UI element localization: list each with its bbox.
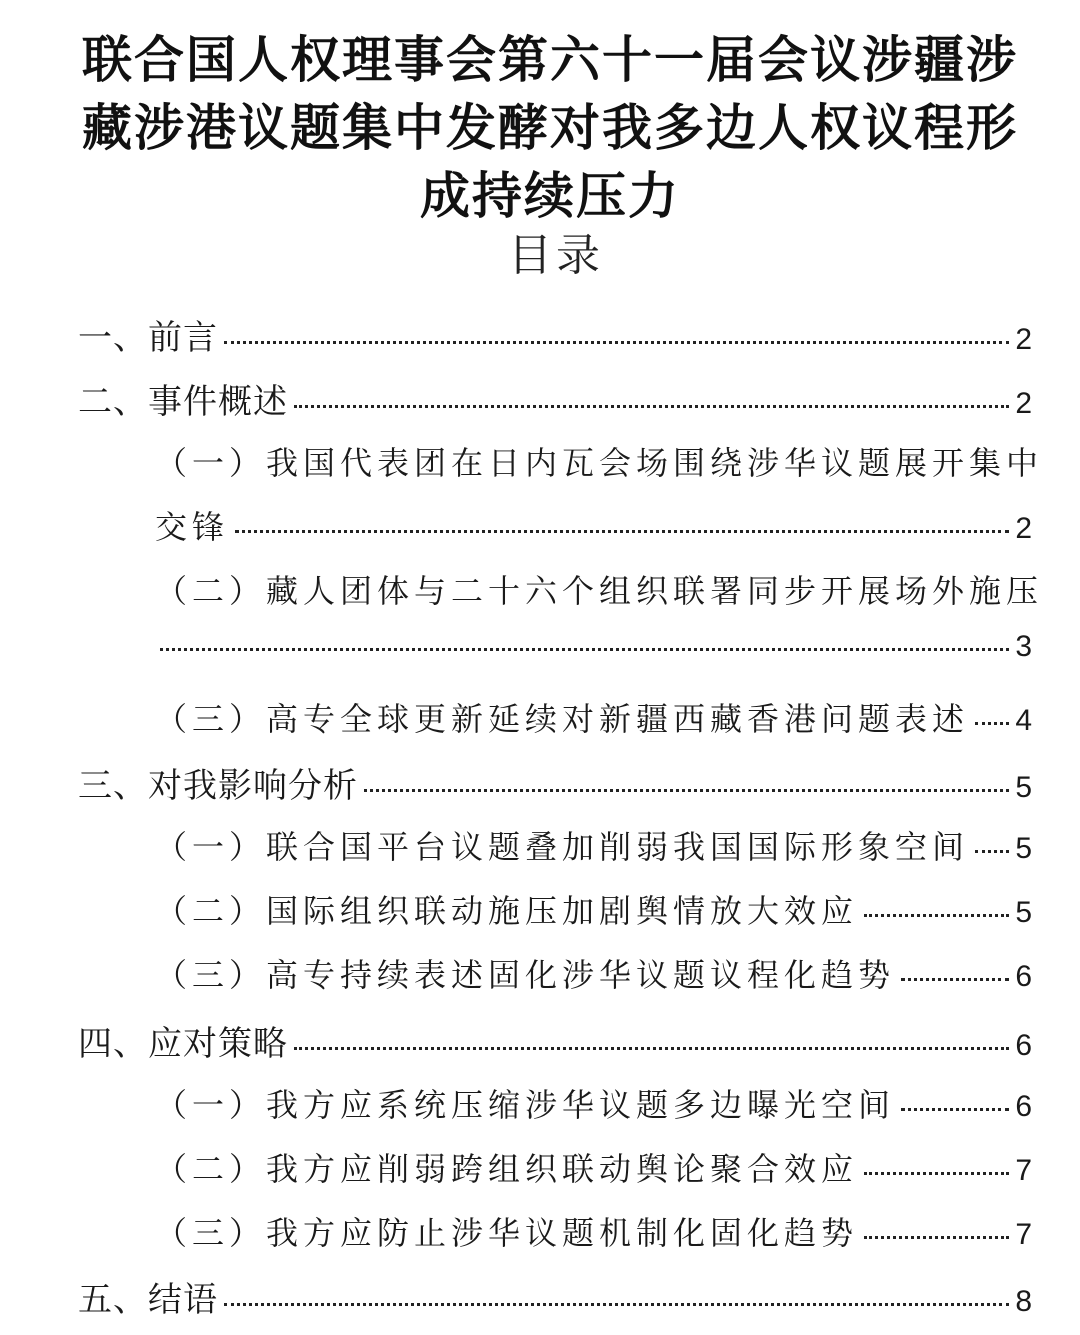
toc-entry-2-2-line-1[interactable] [155, 566, 1044, 612]
document-title [60, 26, 1040, 230]
toc-entry-2-2-line-2[interactable] [160, 630, 1032, 664]
toc-page-number: 2 [1015, 323, 1032, 356]
dot-leader [294, 405, 1009, 408]
title-line-2: 藏涉港议题集中发酵对我多边人权议程形 [82, 99, 1018, 157]
toc-entry-3-2[interactable] [155, 886, 1032, 932]
toc-entry-4-3[interactable] [155, 1208, 1032, 1254]
toc-entry-label: 一、前言 [78, 318, 218, 358]
toc-entry-label: 二、事件概述 [78, 382, 288, 422]
dot-leader [160, 648, 1009, 651]
dot-leader [224, 341, 1009, 344]
toc-page-number: 5 [1015, 771, 1032, 804]
dot-leader [901, 978, 1009, 981]
dot-leader [235, 530, 1009, 533]
toc-page-number: 6 [1015, 1090, 1032, 1123]
toc-entry-impact-analysis[interactable] [78, 758, 1032, 807]
toc-entry-label: （一）我方应系统压缩涉华议题多边曝光空间 [155, 1086, 896, 1124]
toc-entry-event-overview[interactable] [78, 374, 1032, 423]
toc-entry-label: （三）我方应防止涉华议题机制化固化趋势 [155, 1214, 859, 1252]
dot-leader [975, 850, 1009, 853]
dot-leader [364, 789, 1009, 792]
toc-entry-countermeasures[interactable] [78, 1016, 1032, 1065]
toc-entry-label: 三、对我影响分析 [78, 766, 358, 806]
toc-page-number: 2 [1015, 512, 1032, 545]
toc-entry-3-1[interactable] [155, 822, 1032, 868]
toc-page-number: 2 [1015, 387, 1032, 420]
dot-leader [975, 722, 1009, 725]
toc-page-number: 4 [1015, 704, 1032, 737]
title-line-1: 联合国人权理事会第六十一届会议涉疆涉 [82, 31, 1018, 89]
toc-entry-label: （一）我国代表团在日内瓦会场围绕涉华议题展开集中 [155, 444, 1044, 482]
toc-entry-label: （二）我方应削弱跨组织联动舆论聚合效应 [155, 1150, 859, 1188]
toc-entry-3-3[interactable] [155, 950, 1032, 996]
toc-page-number: 5 [1015, 832, 1032, 865]
toc-entry-label: （一）联合国平台议题叠加削弱我国国际形象空间 [155, 828, 970, 866]
toc-page-number: 6 [1015, 1029, 1032, 1062]
toc-entry-4-2[interactable] [155, 1144, 1032, 1190]
toc-entry-4-1[interactable] [155, 1080, 1032, 1126]
toc-page-number: 3 [1015, 630, 1032, 663]
toc-entry-2-3[interactable] [155, 694, 1032, 740]
dot-leader [224, 1303, 1009, 1306]
title-line-3: 成持续压力 [420, 167, 680, 225]
dot-leader [864, 1236, 1009, 1239]
toc-entry-label: （二）国际组织联动施压加剧舆情放大效应 [155, 892, 859, 930]
toc-entry-label: （二）藏人团体与二十六个组织联署同步开展场外施压 [155, 572, 1044, 610]
dot-leader [864, 914, 1009, 917]
toc-page-number: 5 [1015, 896, 1032, 929]
toc-heading: 目录 [508, 230, 604, 281]
toc-entry-label: 四、应对策略 [78, 1024, 288, 1064]
toc-page-number: 7 [1015, 1218, 1032, 1251]
toc-page-number: 6 [1015, 960, 1032, 993]
dot-leader [294, 1047, 1009, 1050]
toc-page-number: 8 [1015, 1285, 1032, 1318]
toc-entry-2-1-line-2[interactable] [155, 502, 1032, 548]
dot-leader [901, 1108, 1009, 1111]
toc-entry-label-continued: 交锋 [155, 508, 230, 546]
dot-leader [864, 1172, 1009, 1175]
toc-entry-label: 五、结语 [78, 1280, 218, 1320]
toc-entry-label: （三）高专全球更新延续对新疆西藏香港问题表述 [155, 700, 970, 738]
toc-entry-2-1-line-1[interactable] [155, 438, 1044, 484]
toc-entry-preface[interactable] [78, 310, 1032, 359]
toc-page-number: 7 [1015, 1154, 1032, 1187]
toc-entry-conclusion[interactable] [78, 1272, 1032, 1321]
toc-entry-label: （三）高专持续表述固化涉华议题议程化趋势 [155, 956, 896, 994]
